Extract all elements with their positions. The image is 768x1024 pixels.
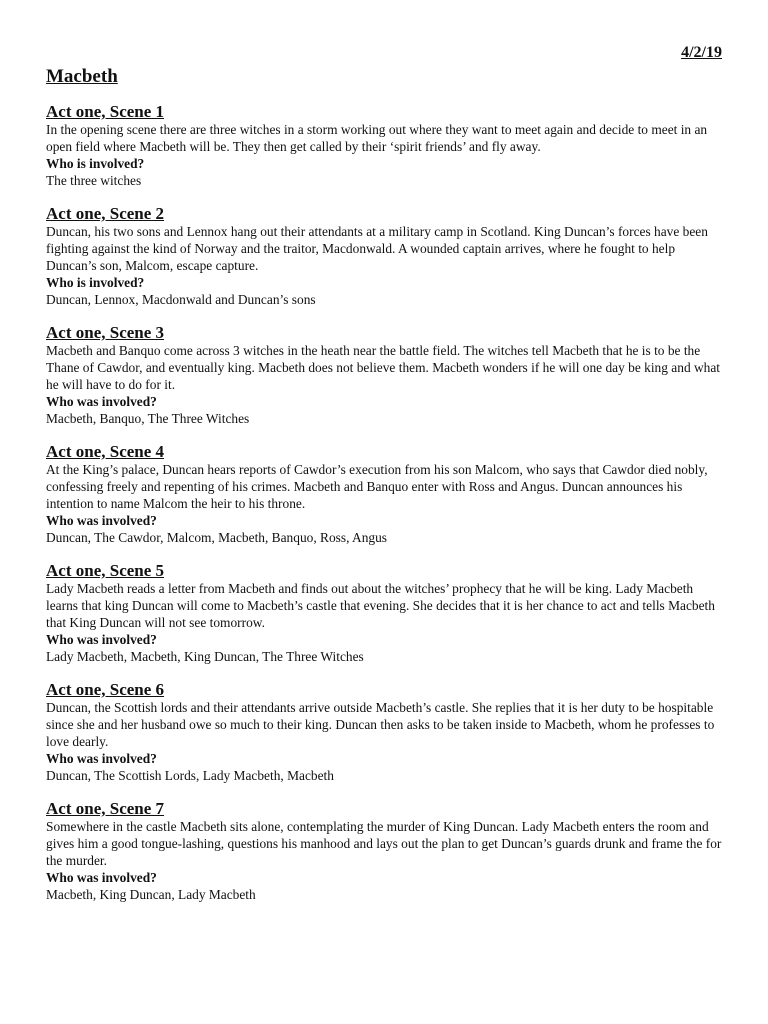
- involved-label: Who was involved?: [46, 513, 157, 528]
- scene-summary: Somewhere in the castle Macbeth sits alone, contemplating the murder of King Duncan. Lady Macbeth enters the room and gives him a good tongue-lashing, questions his manhood and lays out the plan to get Duncan’s guards drunk and frame the for the murder.: [46, 819, 722, 868]
- scene-section-4: [46, 442, 722, 546]
- scene-summary: At the King’s palace, Duncan hears reports of Cawdor’s execution from his son Malcom, who says that Cawdor died nobly, confessing freely and repenting of his crimes. Macbeth and Banquo enter with Ross and Angus. Duncan announces his intention to name Malcom the heir to his throne.: [46, 462, 708, 511]
- scene-section-6: [46, 680, 722, 784]
- scene-heading: Act one, Scene 7: [46, 799, 165, 818]
- scene-heading: Act one, Scene 3: [46, 323, 165, 342]
- involved-characters: Duncan, The Cawdor, Malcom, Macbeth, Banquo, Ross, Angus: [46, 530, 388, 545]
- scene-section-5: [46, 561, 722, 665]
- scene-summary: Duncan, the Scottish lords and their attendants arrive outside Macbeth’s castle. She replies that it is her duty to be hospitable since she and her husband owe so much to their king. Duncan then asks to be taken inside to Macbeth, whom he professes to love dearly.: [46, 700, 715, 749]
- involved-characters: Macbeth, Banquo, The Three Witches: [46, 411, 250, 426]
- scene-section-3: [46, 323, 722, 427]
- involved-label: Who is involved?: [46, 275, 145, 290]
- involved-label: Who is involved?: [46, 156, 145, 171]
- scene-heading: Act one, Scene 6: [46, 680, 165, 699]
- involved-characters: Duncan, The Scottish Lords, Lady Macbeth, Macbeth: [46, 768, 334, 783]
- involved-characters: Macbeth, King Duncan, Lady Macbeth: [46, 887, 256, 902]
- scene-heading: Act one, Scene 5: [46, 561, 165, 580]
- scene-heading: Act one, Scene 1: [46, 102, 165, 121]
- scene-summary: Macbeth and Banquo come across 3 witches in the heath near the battle field. The witches tell Macbeth that he is to be the Thane of Cawdor, and eventually king. Macbeth does not believe them. Macbeth wonders if he will one day be king and what he will have to do for it.: [46, 343, 721, 392]
- involved-label: Who was involved?: [46, 632, 157, 647]
- scene-summary: Lady Macbeth reads a letter from Macbeth and finds out about the witches’ prophecy that he will be king. Lady Macbeth learns that king Duncan will come to Macbeth’s castle that evening. She decides that it is her chance to act and tells Macbeth that King Duncan will not see tomorrow.: [46, 581, 715, 630]
- scene-summary: In the opening scene there are three witches in a storm working out where they want to meet again and decide to meet in an open field where Macbeth will be. They then get called by their ‘spirit friends’ and fly away.: [46, 122, 708, 154]
- document-date: 4/2/19: [681, 44, 722, 61]
- involved-characters: Duncan, Lennox, Macdonwald and Duncan’s sons: [46, 292, 316, 307]
- scene-heading: Act one, Scene 2: [46, 204, 165, 223]
- scene-summary: Duncan, his two sons and Lennox hang out their attendants at a military camp in Scotland. King Duncan’s forces have been fighting against the kind of Norway and the traitor, Macdonwald. A wounded captain arrives, where he fought to help Duncan’s son, Malcom, escape capture.: [46, 224, 708, 273]
- involved-characters: The three witches: [46, 173, 142, 188]
- scene-section-1: [46, 102, 722, 189]
- involved-characters: Lady Macbeth, Macbeth, King Duncan, The Three Witches: [46, 649, 364, 664]
- scene-section-7: [46, 799, 722, 903]
- involved-label: Who was involved?: [46, 394, 157, 409]
- document-title: Macbeth: [46, 66, 118, 87]
- scene-section-2: [46, 204, 722, 308]
- involved-label: Who was involved?: [46, 870, 157, 885]
- involved-label: Who was involved?: [46, 751, 157, 766]
- scene-heading: Act one, Scene 4: [46, 442, 165, 461]
